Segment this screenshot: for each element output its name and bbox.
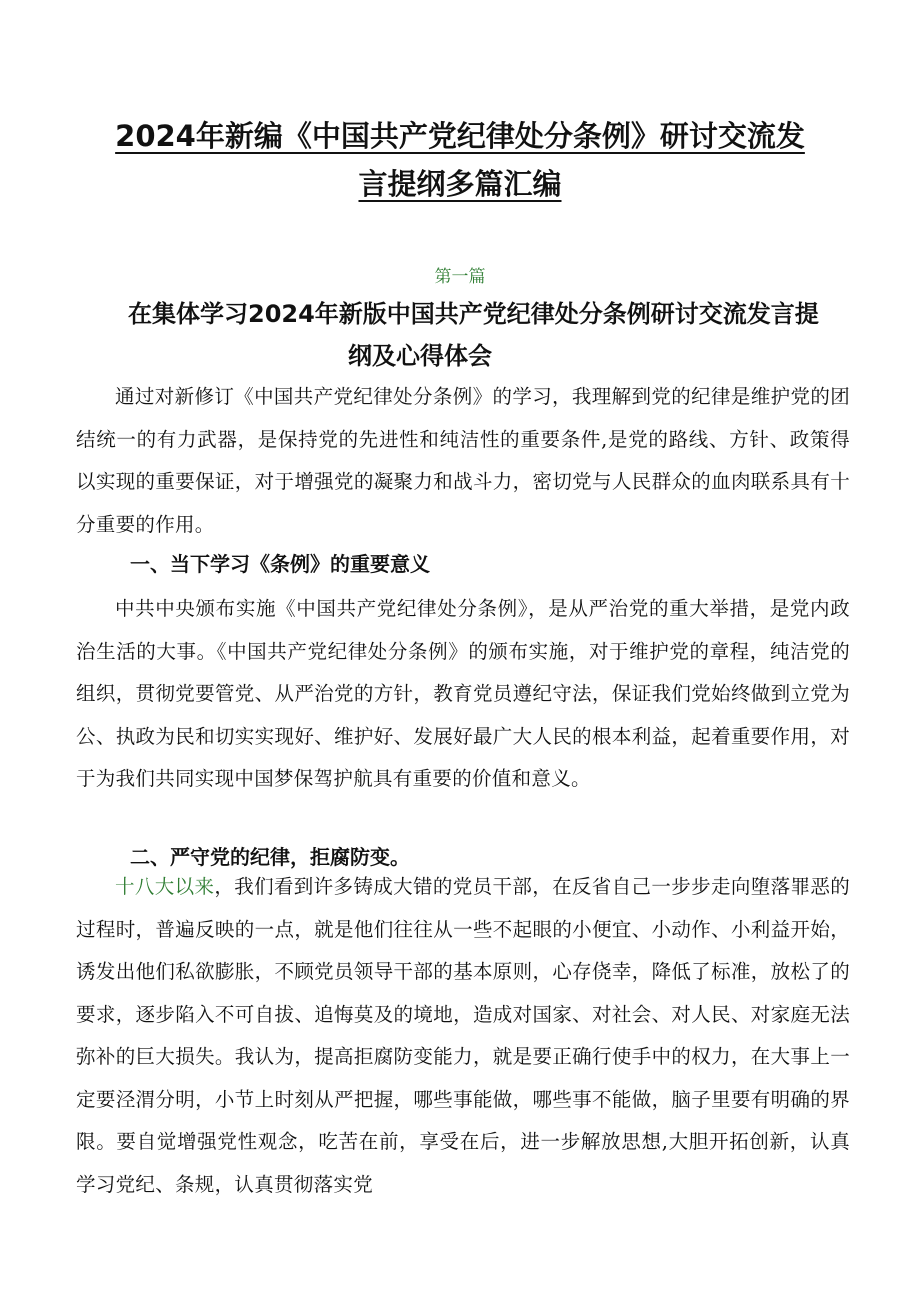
paragraph-2: 中共中央颁布实施《中国共产党纪律处分条例》，是从严治党的重大举措，是党内政治生活的大事。《中国共产党纪律处分条例》的颁布实施，对于维护党的章程，纯洁党的组织，贯彻党要管党、从严治党的方针，教育党员遵纪守法，保证我们党始终做到立党为公、执政为民和切实实现好、维护好、发展好最广大人民的根本利益，起着重要作用，对于为我们共同实现中国梦保驾护航具有重要的价值和意义。 xyxy=(76,597,850,790)
document-title-text2: 言提纲多篇汇编 xyxy=(358,167,562,201)
section-heading-1: 一、当下学习《条例》的重要意义 xyxy=(130,552,430,576)
intro-paragraph: 通过对新修订《中国共产党纪律处分条例》的学习，我理解到党的纪律是维护党的团结统一的有力武器，是保持党的先进性和纯洁性的重要条件,是党的路线、方针、政策得以实现的重要保证，对于增强党的凝聚力和战斗力，密切党与人民群众的血肉联系具有十分重要的作用。 xyxy=(76,385,850,536)
section-label: 第一篇 xyxy=(434,267,486,287)
subtitle-line1: 在集体学习2024年新版中国共产党纪律处分条例研讨交流发言提 xyxy=(128,300,819,328)
document-title-line2 xyxy=(60,164,860,204)
document-title-line1 xyxy=(60,116,860,156)
paragraph-3-body: ，我们看到许多铸成大错的党员干部，在反省自己一步步走向堕落罪恶的过程时，普遍反映的一点，就是他们往往从一些不起眼的小便宜、小动作、小利益开始，诱发出他们私欲膨胀，不顾党员领导干部的基本原则，心存侥幸，降低了标准，放松了的要求，逐步陷入不可自拔、追悔莫及的境地，造成对国家、对社会、对人民、对家庭无法弥补的巨大损失。我认为，提高拒腐防变能力，就是要正确行使手中的权力，在大事上一定要泾渭分明，小节上时刻从严把握，哪些事能做，哪些事不能做，脑子里要有明确的界限。要自觉增强党性观念，吃苦在前，享受在后，进一步解放思想,大胆开拓创新，认真学习党纪、条规，认真贯彻落实党 xyxy=(76,875,850,1196)
subtitle-line2: 纲及心得体会 xyxy=(348,342,492,370)
document-title-text1: 2024年新编《中国共产党纪律处分条例》研讨交流发 xyxy=(115,119,805,153)
section-heading-2: 二、严守党的纪律，拒腐防变。 xyxy=(130,845,410,869)
paragraph-3-lead: 十八大以来 xyxy=(115,875,215,898)
paragraph-3 xyxy=(76,866,850,1206)
